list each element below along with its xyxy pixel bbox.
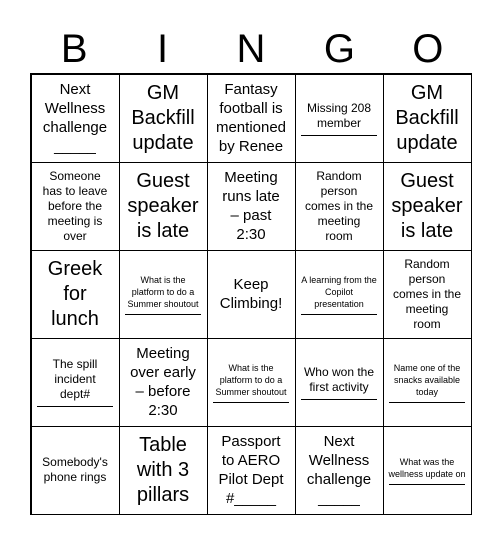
cell-text <box>131 81 194 156</box>
cell-text-line: – past <box>230 207 272 224</box>
bingo-cell[interactable] <box>295 74 384 163</box>
cell-text <box>48 257 102 332</box>
cell-text-line: – before <box>135 383 191 400</box>
cell-text-line: challenge <box>42 119 108 136</box>
cell-text-line: 2:30 <box>148 402 178 419</box>
cell-text <box>137 433 189 508</box>
cell-text <box>43 80 107 156</box>
cell-text <box>305 169 373 244</box>
cell-text-line: with 3 <box>136 458 190 481</box>
cell-text <box>388 456 465 485</box>
cell-text-line: by Renee <box>218 138 284 155</box>
cell-text <box>393 257 461 332</box>
bingo-cell[interactable] <box>31 426 120 515</box>
bingo-cell[interactable] <box>383 426 472 515</box>
answer-blank-line <box>389 484 465 485</box>
answer-blank-line <box>389 402 465 403</box>
cell-text-line: has to leave <box>42 183 108 198</box>
cell-text-line: GM <box>146 81 180 104</box>
cell-text-line: 2:30 <box>236 226 266 243</box>
cell-text-line: Copilot <box>324 286 353 297</box>
cell-text-line: platform to do a <box>219 374 283 385</box>
answer-blank-line <box>301 314 377 315</box>
answer-blank-line <box>301 399 377 400</box>
cell-text-line: is late <box>136 219 190 242</box>
cell-text <box>388 362 467 403</box>
cell-text-line: Passport <box>221 433 281 450</box>
cell-text <box>220 275 283 313</box>
cell-text-line: Wellness <box>308 452 370 469</box>
cell-text-line: first activity <box>309 379 369 394</box>
cell-text-line: Greek <box>47 257 103 280</box>
cell-text-line: Meeting <box>136 345 190 362</box>
bingo-cell[interactable] <box>383 74 472 163</box>
cell-text-line: room <box>413 316 441 331</box>
answer-blank-line <box>301 135 377 136</box>
cell-text-line: lunch <box>51 307 99 330</box>
cell-text-line: Name one of the <box>393 362 461 373</box>
cell-text <box>301 274 377 315</box>
cell-text-line: platform to do a <box>131 286 195 297</box>
header-letter-n: N <box>236 27 266 71</box>
cell-text <box>391 169 462 244</box>
cell-text-line: meeting <box>405 301 449 316</box>
bingo-cell[interactable] <box>31 250 120 339</box>
bingo-cell[interactable] <box>119 338 208 427</box>
cell-text-line: The spill <box>52 357 98 371</box>
bingo-cell[interactable] <box>31 338 120 427</box>
cell-text-line: over early <box>130 364 196 381</box>
cell-text-line: phone rings <box>43 470 107 484</box>
bingo-cell[interactable] <box>207 162 296 251</box>
cell-text-line: wellness update on <box>388 468 466 479</box>
bingo-cell[interactable] <box>383 162 472 251</box>
cell-text-line: Wellness <box>44 100 106 117</box>
bingo-cell[interactable] <box>295 162 384 251</box>
cell-text-line: Next <box>59 81 91 98</box>
bingo-cell[interactable] <box>383 338 472 427</box>
cell-text-line: speaker <box>391 194 463 217</box>
cell-text-line: Climbing! <box>219 295 283 312</box>
cell-text-line: Backfill <box>131 106 195 129</box>
cell-text-line: presentation <box>314 298 364 309</box>
cell-text-line: comes in the <box>304 198 374 213</box>
cell-text <box>213 362 289 403</box>
cell-text-line: person <box>320 183 358 198</box>
cell-text <box>43 169 108 244</box>
bingo-cell[interactable] <box>119 426 208 515</box>
bingo-cell[interactable] <box>119 250 208 339</box>
cell-text-line: A learning from the <box>301 274 377 285</box>
cell-text-line: Summer shoutout <box>127 298 199 309</box>
cell-text <box>42 455 108 485</box>
cell-text-line: meeting <box>317 213 361 228</box>
cell-text-line: What was the <box>399 456 455 467</box>
cell-text-line: Guest <box>400 169 454 192</box>
cell-text-line: Someone <box>49 168 101 183</box>
cell-text-line: runs late <box>222 188 280 205</box>
cell-text-line: football is <box>219 100 283 117</box>
cell-text-line: person <box>408 271 446 286</box>
cell-text-line: member <box>316 115 361 130</box>
cell-text-line: What is the <box>140 274 186 285</box>
bingo-cell[interactable] <box>207 74 296 163</box>
cell-text <box>395 81 458 156</box>
bingo-header <box>30 24 472 74</box>
cell-text-line: room <box>325 228 353 243</box>
bingo-cell[interactable] <box>295 338 384 427</box>
answer-blank-line <box>213 402 289 403</box>
cell-text-line: Guest <box>136 169 190 192</box>
cell-text <box>307 432 371 508</box>
bingo-cell[interactable] <box>207 426 296 515</box>
cell-text-line: mentioned <box>215 119 287 136</box>
cell-text-line: Random <box>316 168 362 183</box>
cell-text <box>218 432 283 508</box>
cell-text-line: to AERO <box>221 452 281 469</box>
cell-text-line: pillars <box>136 483 190 506</box>
header-letter-g: G <box>323 27 355 71</box>
cell-text-line: What is the <box>228 362 274 373</box>
cell-text-line: Missing 208 <box>306 100 372 115</box>
bingo-cell[interactable] <box>207 250 296 339</box>
cell-text-line: before the <box>47 198 103 213</box>
cell-text-line: Meeting <box>224 169 278 186</box>
cell-text-line: _____ <box>54 138 96 155</box>
cell-text-line: comes in the <box>392 286 462 301</box>
header-letter-i: I <box>157 27 169 71</box>
bingo-cell[interactable] <box>383 250 472 339</box>
answer-blank-line <box>37 406 113 407</box>
cell-text-line: #_____ <box>225 490 277 507</box>
cell-text <box>216 80 286 156</box>
bingo-cell[interactable] <box>295 426 384 515</box>
cell-text-line: GM <box>410 81 444 104</box>
cell-text <box>125 274 201 315</box>
cell-text-line: Keep <box>233 276 269 293</box>
cell-text <box>222 168 280 244</box>
bingo-cell[interactable] <box>119 162 208 251</box>
cell-text-line: meeting is <box>47 213 103 228</box>
cell-text-line: Backfill <box>395 106 459 129</box>
answer-blank-line <box>125 314 201 315</box>
cell-text-line: Somebody's <box>42 455 108 469</box>
cell-text-line: update <box>396 131 458 154</box>
header-letter-b: B <box>60 27 88 71</box>
cell-text <box>37 357 113 407</box>
cell-text-line: Pilot Dept <box>218 471 284 488</box>
bingo-cell[interactable] <box>31 74 120 163</box>
cell-text-line: incident <box>54 372 96 386</box>
cell-text-line: Table <box>139 433 187 456</box>
cell-text-line: dept# <box>59 387 91 401</box>
bingo-cell[interactable] <box>295 250 384 339</box>
cell-text-line: challenge <box>306 471 372 488</box>
cell-text-line: snacks available today <box>393 374 461 397</box>
cell-text-line: update <box>132 131 194 154</box>
cell-text <box>301 101 377 136</box>
cell-text-line: Random <box>404 256 450 271</box>
cell-text-line: over <box>63 228 87 243</box>
bingo-cell[interactable] <box>31 162 120 251</box>
bingo-cell[interactable] <box>207 338 296 427</box>
cell-text-line: speaker <box>127 194 199 217</box>
cell-text-line: Summer shoutout <box>215 386 287 397</box>
cell-text-line: is late <box>400 219 454 242</box>
cell-text <box>127 169 198 244</box>
cell-text-line: Next <box>323 433 355 450</box>
cell-text-line: for <box>63 282 87 305</box>
bingo-grid <box>30 73 472 515</box>
bingo-cell[interactable] <box>119 74 208 163</box>
cell-text <box>130 344 196 420</box>
cell-text <box>301 365 377 400</box>
cell-text-line: _____ <box>318 490 360 507</box>
cell-text-line: Who won the <box>303 364 375 379</box>
header-letter-o: O <box>412 27 444 71</box>
cell-text-line: Fantasy <box>224 81 278 98</box>
